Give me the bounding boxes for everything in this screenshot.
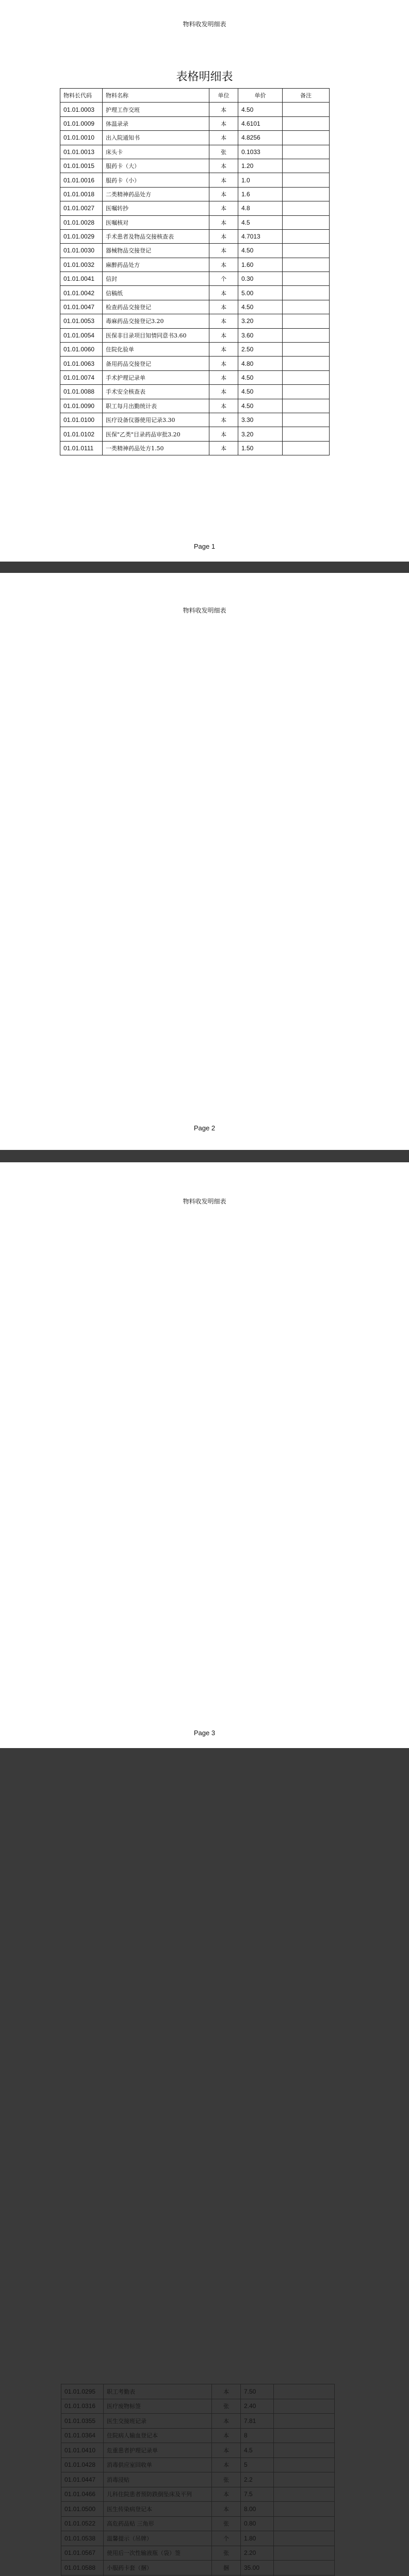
cell-name: 医生传染病登记本 (104, 2502, 212, 2517)
table-row (60, 300, 330, 314)
cell-unit: 本 (209, 286, 238, 300)
cell-name: 医疗设备仪器使用记录3.30 (103, 413, 209, 427)
cell-name: 服药卡（小） (103, 173, 209, 187)
cell-price: 1.60 (238, 258, 283, 272)
cell-unit (212, 2575, 241, 2576)
table-row (60, 413, 330, 427)
cell-name: 手术护理记录单 (103, 370, 209, 384)
cell-price: 4.6101 (238, 116, 283, 130)
cell-unit: 捆 (212, 2561, 241, 2575)
cell-name: 医保非目录项目知情同意书3.60 (103, 328, 209, 342)
table-header-row (60, 89, 330, 103)
cell-code: 01.01.0466 (61, 2487, 104, 2502)
cell-unit: 张 (212, 2472, 241, 2487)
cell-code: 01.01.0013 (60, 145, 103, 159)
table-row (60, 131, 330, 145)
page-1 (0, 0, 409, 562)
table-row (60, 215, 330, 229)
cell-unit: 本 (209, 328, 238, 342)
cell-code: 01.01.0009 (60, 116, 103, 130)
cell-note (283, 300, 330, 314)
table-row (61, 2428, 335, 2443)
cell-name: 住院病人输血登记本 (104, 2428, 212, 2443)
cell-price: 4.50 (238, 103, 283, 116)
cell-name: 手术患者及物品交接核查表 (103, 229, 209, 243)
cell-note (283, 145, 330, 159)
cell-note (274, 2502, 335, 2517)
cell-code: 01.01.0041 (60, 272, 103, 286)
column-header-code: 物料长代码 (60, 89, 103, 103)
table-row (60, 314, 330, 328)
cell-unit: 本 (209, 343, 238, 357)
table-row (60, 229, 330, 243)
cell-code: 01.01.0018 (60, 187, 103, 201)
cell-name: 医保"乙类"目录药品审批3.20 (103, 427, 209, 441)
cell-unit: 本 (209, 173, 238, 187)
cell-note (283, 357, 330, 370)
table-row (61, 2531, 335, 2546)
cell-name: 器械物品交接登记 (103, 244, 209, 258)
cell-code: 01.01.0102 (60, 427, 103, 441)
cell-price: 4.7013 (238, 229, 283, 243)
cell-price (241, 2575, 274, 2576)
cell-note (274, 2458, 335, 2472)
cell-code: 01.01.0028 (60, 215, 103, 229)
cell-code: 01.01.0295 (61, 2384, 104, 2399)
cell-price: 4.80 (238, 357, 283, 370)
cell-name: 危重患者护理记录单 (104, 2443, 212, 2458)
page-3 (0, 1162, 409, 2571)
cell-note (283, 272, 330, 286)
cell-price: 0.1033 (238, 145, 283, 159)
cell-note (283, 229, 330, 243)
cell-note (274, 2428, 335, 2443)
table-row (61, 2561, 335, 2575)
cell-price: 4.50 (238, 370, 283, 384)
cell-note (274, 2472, 335, 2487)
cell-code: 01.01.0047 (60, 300, 103, 314)
cell-name: 职工每月出勤统计表 (103, 399, 209, 413)
cell-code: 01.01.0074 (60, 370, 103, 384)
cell-unit: 本 (209, 103, 238, 116)
cell-name: 消毒浸贴 (104, 2472, 212, 2487)
cell-price: 5.00 (238, 286, 283, 300)
cell-price: 1.0 (238, 173, 283, 187)
cell-code: 01.01.0428 (61, 2458, 104, 2472)
cell-code: 01.01.0090 (60, 399, 103, 413)
page-header: 物料收发明细表 (183, 21, 226, 28)
table-row (60, 258, 330, 272)
table-row (60, 343, 330, 357)
cell-price: 4.5 (238, 215, 283, 229)
table-row (60, 370, 330, 384)
cell-price: 2.2 (241, 2472, 274, 2487)
cell-price: 4.50 (238, 399, 283, 413)
cell-price: 3.60 (238, 328, 283, 342)
table-row (60, 357, 330, 370)
cell-unit: 本 (209, 131, 238, 145)
table-row (60, 187, 330, 201)
cell-unit: 本 (209, 187, 238, 201)
cell-name: 护理工作交班 (103, 103, 209, 116)
cell-code: 01.01.0364 (61, 2428, 104, 2443)
cell-name: 检查药品交接登记 (103, 300, 209, 314)
cell-note (274, 2414, 335, 2429)
cell-unit: 本 (209, 399, 238, 413)
cell-code: 01.01.0003 (60, 103, 103, 116)
cell-code: 01.01.0088 (60, 385, 103, 399)
cell-note (283, 201, 330, 215)
cell-unit: 本 (209, 258, 238, 272)
table-row (60, 201, 330, 215)
table-row (60, 328, 330, 342)
table-row (60, 145, 330, 159)
cell-note (283, 173, 330, 187)
cell-code: 01.01.0355 (61, 2414, 104, 2429)
cell-price: 5 (241, 2458, 274, 2472)
cell-price: 2.40 (241, 2399, 274, 2414)
cell-unit: 本 (209, 427, 238, 441)
table-row (61, 2472, 335, 2487)
cell-price: 0.30 (238, 272, 283, 286)
cell-name: 职工考勤表 (104, 2384, 212, 2399)
table-row (61, 2384, 335, 2399)
cell-code: 01.01.0015 (60, 159, 103, 173)
cell-unit: 本 (209, 441, 238, 455)
page-header: 物料收发明细表 (183, 607, 226, 614)
cell-name: 体温录录 (103, 116, 209, 130)
table-row (60, 103, 330, 116)
cell-code: 01.01.0029 (60, 229, 103, 243)
cell-code: 01.01.0500 (61, 2502, 104, 2517)
cell-note (274, 2516, 335, 2531)
cell-note (274, 2546, 335, 2561)
cell-note (283, 103, 330, 116)
cell-code (61, 2575, 104, 2576)
table-title: 表格明细表 (176, 71, 233, 83)
cell-note (283, 427, 330, 441)
table-row (60, 441, 330, 455)
cell-name: 高危药品贴 三角形 (104, 2516, 212, 2531)
cell-price: 1.6 (238, 187, 283, 201)
detail-table (60, 88, 330, 455)
table-row (60, 399, 330, 413)
cell-name: 医生交接班记录 (104, 2414, 212, 2429)
cell-price: 1.50 (238, 441, 283, 455)
cell-unit: 张 (209, 145, 238, 159)
cell-unit: 个 (212, 2531, 241, 2546)
cell-unit: 个 (209, 272, 238, 286)
cell-code: 01.01.0410 (61, 2443, 104, 2458)
cell-unit: 张 (212, 2516, 241, 2531)
cell-name: 二类精神药品处方 (103, 187, 209, 201)
cell-note (283, 131, 330, 145)
cell-price: 3.20 (238, 427, 283, 441)
cell-note (283, 399, 330, 413)
cell-name: 医嘱转抄 (103, 201, 209, 215)
cell-code: 01.01.0030 (60, 244, 103, 258)
cell-note (283, 343, 330, 357)
cell-note (274, 2384, 335, 2399)
column-header-unit: 单位 (209, 89, 238, 103)
cell-price: 7.81 (241, 2414, 274, 2429)
cell-code: 01.01.0053 (60, 314, 103, 328)
table-row (61, 2546, 335, 2561)
cell-name: 使用后一次性输液瓶（袋）签 (104, 2546, 212, 2561)
cell-price: 7.5 (241, 2487, 274, 2502)
cell-code: 01.01.0063 (60, 357, 103, 370)
cell-note (283, 244, 330, 258)
cell-price: 4.8256 (238, 131, 283, 145)
cell-unit: 张 (212, 2399, 241, 2414)
table-row (60, 116, 330, 130)
cell-price: 35.00 (241, 2561, 274, 2575)
column-header-name: 物料名称 (103, 89, 209, 103)
cell-unit: 本 (209, 159, 238, 173)
cell-unit: 本 (209, 357, 238, 370)
cell-code: 01.01.0447 (61, 2472, 104, 2487)
cell-note (283, 258, 330, 272)
cell-unit: 本 (209, 314, 238, 328)
cell-name: 床头卡 (103, 145, 209, 159)
cell-note (274, 2561, 335, 2575)
cell-unit: 本 (209, 215, 238, 229)
cell-name: 一类精神药品处方1.50 (103, 441, 209, 455)
cell-code: 01.01.0032 (60, 258, 103, 272)
cell-unit: 本 (212, 2458, 241, 2472)
cell-name: 信封 (103, 272, 209, 286)
cell-price: 1.20 (238, 159, 283, 173)
cell-name: 信稿纸 (103, 286, 209, 300)
column-header-note: 备注 (283, 89, 330, 103)
cell-unit: 本 (212, 2414, 241, 2429)
cell-code: 01.01.0054 (60, 328, 103, 342)
cell-note (274, 2575, 335, 2576)
cell-unit: 本 (209, 385, 238, 399)
cell-note (283, 385, 330, 399)
cell-note (283, 159, 330, 173)
column-header-price: 单价 (238, 89, 283, 103)
cell-price: 0.80 (241, 2516, 274, 2531)
cell-unit: 本 (209, 116, 238, 130)
page-footer: Page 1 (193, 543, 216, 550)
table-row (60, 385, 330, 399)
cell-unit: 本 (209, 244, 238, 258)
cell-name: 小服药卡套（捆） (104, 2561, 212, 2575)
cell-price: 4.5 (241, 2443, 274, 2458)
cell-note (283, 328, 330, 342)
cell-price: 4.8 (238, 201, 283, 215)
detail-table (61, 2384, 335, 2576)
cell-code: 01.01.0522 (61, 2516, 104, 2531)
cell-name: 服药卡（大） (103, 159, 209, 173)
table-row (61, 2575, 335, 2576)
table-row (61, 2516, 335, 2531)
cell-note (283, 286, 330, 300)
page-2 (0, 573, 409, 1150)
cell-name: 消毒供应室回收单 (104, 2458, 212, 2472)
cell-unit: 本 (212, 2384, 241, 2399)
cell-name: 毒麻药品交接登记3.20 (103, 314, 209, 328)
cell-note (274, 2443, 335, 2458)
table-row (60, 244, 330, 258)
cell-name: 出入院通知书 (103, 131, 209, 145)
cell-unit: 本 (209, 413, 238, 427)
cell-unit: 本 (212, 2487, 241, 2502)
cell-code: 01.01.0042 (60, 286, 103, 300)
cell-code: 01.01.0060 (60, 343, 103, 357)
cell-note (274, 2487, 335, 2502)
cell-code: 01.01.0316 (61, 2399, 104, 2414)
cell-code: 01.01.0111 (60, 441, 103, 455)
cell-unit: 本 (209, 300, 238, 314)
cell-name (104, 2575, 212, 2576)
cell-price: 4.50 (238, 385, 283, 399)
cell-code: 01.01.0567 (61, 2546, 104, 2561)
table-row (60, 173, 330, 187)
table-row (60, 272, 330, 286)
table-row (60, 286, 330, 300)
table-row (61, 2443, 335, 2458)
table-row (61, 2502, 335, 2517)
cell-code: 01.01.0100 (60, 413, 103, 427)
cell-price: 4.50 (238, 244, 283, 258)
table-row (61, 2458, 335, 2472)
cell-name: 医嘱核对 (103, 215, 209, 229)
cell-code: 01.01.0016 (60, 173, 103, 187)
cell-note (283, 215, 330, 229)
cell-note (283, 441, 330, 455)
cell-name: 温馨提示（吊牌） (104, 2531, 212, 2546)
table-row (60, 427, 330, 441)
cell-name: 麻醉药品处方 (103, 258, 209, 272)
cell-name: 住院化验单 (103, 343, 209, 357)
cell-code: 01.01.0010 (60, 131, 103, 145)
cell-note (283, 116, 330, 130)
cell-price: 3.30 (238, 413, 283, 427)
cell-code: 01.01.0588 (61, 2561, 104, 2575)
cell-price: 2.20 (241, 2546, 274, 2561)
page-footer: Page 2 (193, 1124, 216, 1132)
cell-price: 1.80 (241, 2531, 274, 2546)
table-row (60, 159, 330, 173)
cell-note (274, 2531, 335, 2546)
cell-price: 8.00 (241, 2502, 274, 2517)
cell-unit: 本 (209, 201, 238, 215)
cell-note (283, 187, 330, 201)
cell-name: 儿科住院患者预防跌倒坠床及平列 (104, 2487, 212, 2502)
cell-unit: 本 (209, 229, 238, 243)
cell-note (283, 370, 330, 384)
cell-price: 7.50 (241, 2384, 274, 2399)
cell-note (274, 2399, 335, 2414)
page-header: 物料收发明细表 (183, 1198, 226, 1205)
table-row (61, 2414, 335, 2429)
cell-unit: 本 (212, 2502, 241, 2517)
cell-price: 3.20 (238, 314, 283, 328)
cell-name: 备用药品交接登记 (103, 357, 209, 370)
page-footer: Page 3 (193, 1729, 216, 1737)
table-row (61, 2487, 335, 2502)
cell-unit: 本 (212, 2443, 241, 2458)
cell-name: 手术安全核查表 (103, 385, 209, 399)
cell-code: 01.01.0027 (60, 201, 103, 215)
cell-price: 8 (241, 2428, 274, 2443)
cell-unit: 本 (209, 370, 238, 384)
cell-unit: 本 (212, 2428, 241, 2443)
cell-price: 4.50 (238, 300, 283, 314)
cell-price: 2.50 (238, 343, 283, 357)
cell-unit: 张 (212, 2546, 241, 2561)
table-row (61, 2399, 335, 2414)
cell-note (283, 413, 330, 427)
cell-name: 医疗废物标签 (104, 2399, 212, 2414)
cell-code: 01.01.0538 (61, 2531, 104, 2546)
cell-note (283, 314, 330, 328)
